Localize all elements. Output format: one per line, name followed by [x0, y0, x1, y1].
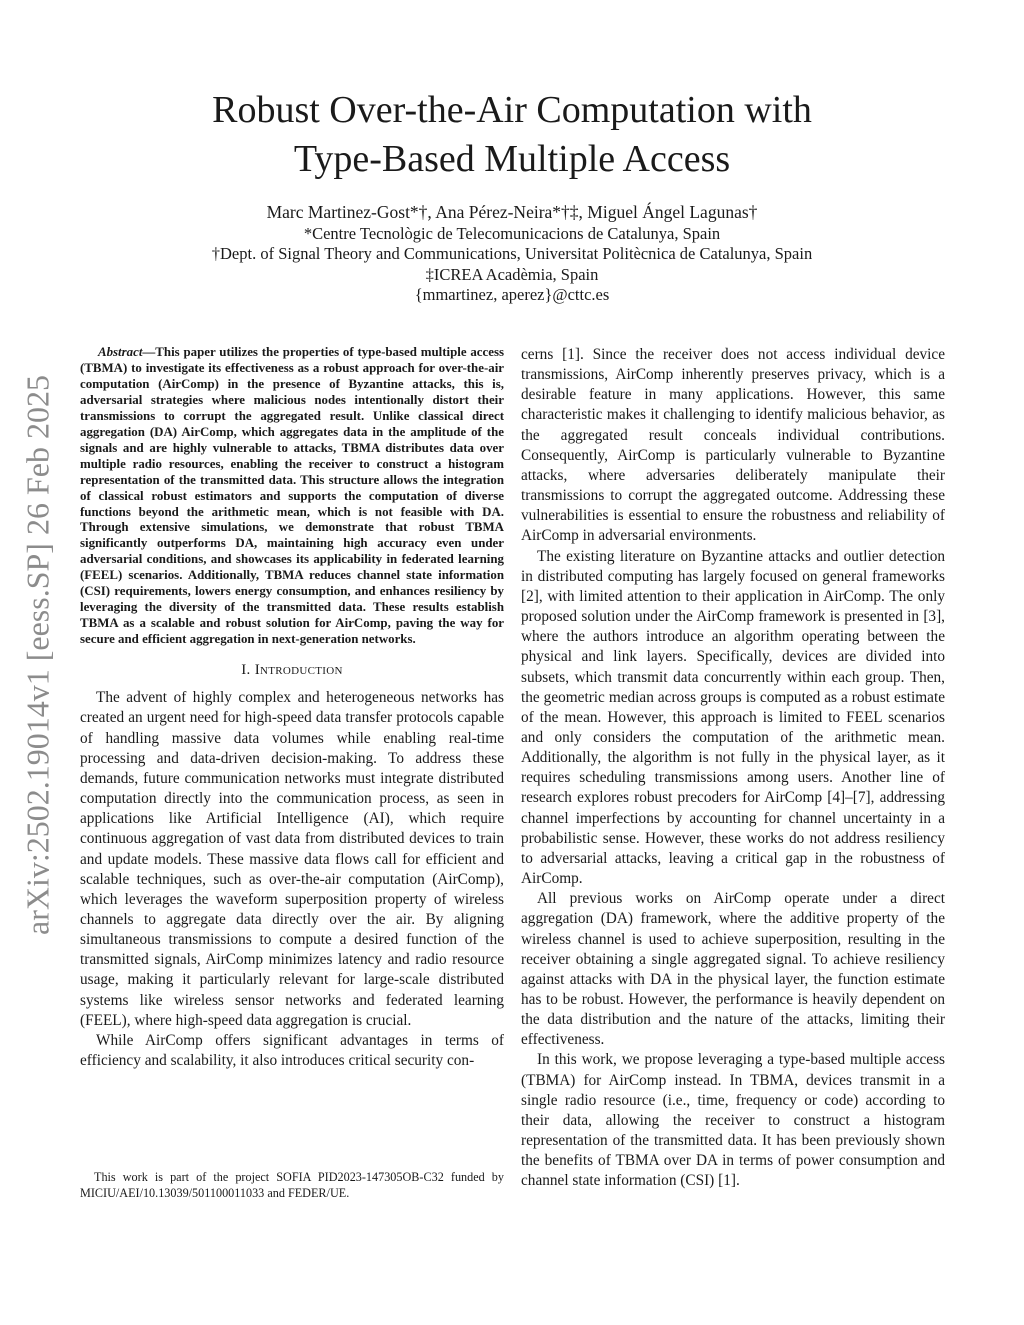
intro-paragraph-4: The existing literature on Byzantine attacks and outlier detection in distributed computing has largely focused on general frameworks [2], with limited attention to their application in AirComp. The only proposed solution under the AirComp framework is presented in [3], where the authors introduce an algorithm operating between the physical and link layers. Specifically, devices are divided into subsets, which transmit data concurrently within each group. Then, the geometric median across groups is computed as a robust estimate of the mean. However, this approach is limited to FEEL scenarios and only considers the computation of the arithmetic mean. Additionally, the algorithm is not fully in the physical layer, as it requires scheduling transmissions among users. Another line of research explores robust precoders for AirComp [4]–[7], addressing channel imperfections by accounting for channel uncertainty in a probabilistic sense. However, these works do not address resiliency to adversarial attacks, leaving a critical gap in the robustness of AirComp.	[521, 547, 945, 888]
funding-footnote: This work is part of the project SOFIA PID2023-147305OB-C32 funded by MICIU/AEI/10.13039/501100011033 and FEDER/UE.	[80, 1170, 504, 1200]
intro-paragraph-1: The advent of highly complex and heterogeneous networks has created an urgent need for high-speed data transfer protocols capable of handling massive data volumes while enabling real-time processing and data-driven decision-making. To address these demands, future communication networks must integrate distributed computation directly into the communication process, as seen in applications like Artificial Intelligence (AI), which require continuous aggregation of vast data from distributed devices to train and update models. These massive data flows call for efficient and scalable techniques, such as over-the-air computation (AirComp), which leverages the waveform superposition property of wireless channels to aggregate data directly over the air. By aligning simultaneous transmissions to compute a desired function of the transmitted signals, AirComp minimizes latency and radio resource usage, making it particularly relevant for large-scale distributed systems like wireless sensor networks and federated learning (FEEL), where high-speed data aggregation is crucial.	[80, 689, 504, 1029]
affiliation-cttc: *Centre Tecnològic de Telecomunicacions de Catalunya, Spain	[303, 223, 721, 243]
title-line-2: Type-Based Multiple Access	[293, 138, 731, 180]
affiliation-upc: †Dept. of Signal Theory and Communications, Universitat Politècnica de Catalunya, Spain	[211, 244, 813, 263]
paper-title	[80, 86, 944, 184]
abstract-label: Abstract	[98, 345, 143, 359]
intro-paragraph-6: In this work, we propose leveraging a type-based multiple access (TBMA) for AirComp instead. In TBMA, devices transmit in a single radio resource (i.e., time, frequency or code) according to their data, allowing the receiver to construct a histogram representation of the transmitted data. It has been previously shown the benefits of TBMA over DA in terms of power consumption and channel state information (CSI) [1].	[521, 1051, 945, 1190]
abstract-text: —This paper utilizes the properties of type-based multiple access (TBMA) to investigate its effectiveness as a robust approach for over-the-air computation (AirComp) in the presence of Byzantine attacks, this is, adversarial strategies where malicious nodes intentionally distort their transmissions to corrupt the aggregated result. Unlike classical direct aggregation (DA) AirComp, which aggregates data in the amplitude of the signals and are highly vulnerable to attacks, TBMA distributes data over multiple radio resources, enabling the receiver to construct a histogram representation of the transmitted data. This structure allows the integration of classical robust estimators and supports the computation of diverse functions beyond the arithmetic mean, which is not feasible with DA. Through extensive simulations, we demonstrate that robust TBMA significantly outperforms DA, maintaining high accuracy even under adversarial conditions, and showcases its applicability in federated learning (FEEL) scenarios. Additionally, TBMA reduces channel state information (CSI) requirements, lowers energy consumption, and enhances resiliency by leveraging the diversity of the transmitted data. These results establish TBMA as a scalable and robust solution for AirComp, paving the way for secure and efficient aggregation in next-generation networks.	[80, 345, 504, 647]
section-heading-introduction	[80, 660, 504, 680]
abstract	[80, 345, 504, 648]
author-names: Marc Martinez-Gost*†, Ana Pérez-Neira*†‡, Miguel Ángel Lagunas†	[266, 202, 758, 222]
section-number: I.	[241, 662, 251, 679]
section-title: Introduction	[254, 662, 343, 679]
title-line-1: Robust Over-the-Air Computation with	[212, 89, 812, 131]
arxiv-identifier: arXiv:2502.19014v1 [eess.SP] 26 Feb 2025	[19, 375, 56, 935]
author-emails: {mmartinez, aperez}@cttc.es	[414, 285, 610, 304]
intro-paragraph-5: All previous works on AirComp operate under a direct aggregation (DA) framework, where the additive property of the wireless channel is used to achieve superposition, resulting in the receiver obtaining a single aggregated signal. To achieve resiliency against attacks with DA in the physical layer, the function estimate has to be robust. However, the performance is heavily dependent on the data distribution and the nature of the attacks, limiting their effectiveness.	[521, 890, 945, 1049]
affiliation-icrea: ‡ICREA Acadèmia, Spain	[425, 264, 599, 284]
right-column	[521, 345, 945, 1192]
intro-paragraph-2: While AirComp offers significant advantages in terms of efficiency and scalability, it also introduces critical security con-	[80, 1031, 504, 1070]
intro-paragraph-3: cerns [1]. Since the receiver does not access individual device transmissions, AirComp inherently preserves privacy, which is a desirable feature in many applications. However, this same characteristic makes it challenging to identify malicious behavior, as the aggregated result conceals individual contributions. Consequently, AirComp is particularly vulnerable to Byzantine attacks, where adversaries deliberately manipulate their transmissions to corrupt the aggregated outcome. Addressing these vulnerabilities is essential to ensure the robustness and reliability of AirComp in adversarial environments.	[521, 346, 945, 545]
left-column	[80, 345, 504, 1071]
author-block	[80, 202, 944, 306]
